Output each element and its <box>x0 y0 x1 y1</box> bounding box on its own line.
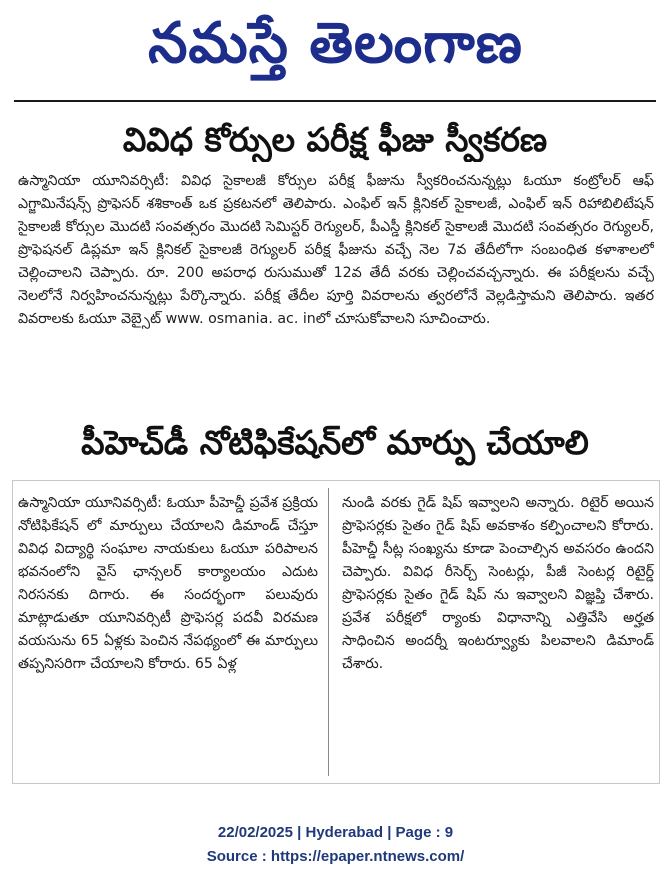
masthead <box>0 4 671 84</box>
article2-column-right: నుండి వరకు గైడ్ షిప్ ఇవ్వాలని అన్నారు. రిటైర్ అయిన ప్రొఫెసర్లకు సైతం గైడ్ షిప్ అవకాశం కల్పించాలని కోరారు. పీహెచ్డీ సీట్ల సంఖ్యను కూడా పెంచాల్సిన అవసరం ఉందని చెప్పారు. వివిధ రీసెర్చ్ సెంటర్లు, పీజీ సెంటర్ల రిటైర్డ్ ప్రొఫెసర్లకు సైతం గైడ్ షిప్ ను ఇవ్వాలని విజ్ఞప్తి చేశారు. ప్రవేశ పరీక్షలో ర్యాంకు విధానాన్ని ఎత్తివేసి అర్హత సాధించిన అందర్నీ ఇంటర్వ్యూకు పిలవాలని డిమాండ్ చేశారు. <box>342 495 654 672</box>
article2-headline: పీహెచ్‌డీ నోటిఫికేషన్‌లో మార్పు చేయాలి <box>81 423 589 462</box>
column-divider <box>328 488 329 776</box>
article1-headline: వివిధ కోర్సుల పరీక్ష ఫీజు స్వీకరణ <box>122 120 548 159</box>
footer-source: Source : https://epaper.ntnews.com/ <box>206 848 465 865</box>
masthead-divider <box>14 100 656 102</box>
footer-dateline: 22/02/2025 | Hyderabad | Page : 9 <box>217 824 454 841</box>
article1-body: ఉస్మానియా యూనివర్సిటీ: వివిధ సైకాలజీ కోర్సుల పరీక్ష ఫీజును స్వీకరించనున్నట్లు ఓయూ కంట్రోలర్ ఆఫ్ ఎగ్జామినేషన్స్ ప్రొఫెసర్ శశికాంత్ ఒక ప్రకటనలో తెలిపారు. ఎంఫిల్ ఇన్ క్లినికల్ సైకాలజీ, ఎంఫిల్ ఇన్ రిహాబిలిటేషన్ సైకాలజీ కోర్సుల మొదటి సంవత్సరం మొదటి సెమిస్టర్ రెగ్యులర్, పీఎస్డీ క్లినికల్ సైకాలజీ మొదటి సంవత్సరం రెగ్యులర్, ప్రొఫెషనల్ డిప్లమా ఇన్ క్లినికల్ సైకాలజీ రెగ్యులర్ పరీక్ష ఫీజును వచ్చే నెల 7వ తేదీలోగా సంబంధిత కళాశాలలో చెల్లించాలని చెప్పారు. రూ. 200 అపరాధ రుసుముతో 12వ తేదీ వరకు చెల్లించవచ్చన్నారు. ఈ పరీక్షలను వచ్చే నెలలోనే నిర్వహించనున్నట్లు పేర్కొన్నారు. పరీక్ష తేదీల పూర్తి వివరాలను త్వరలోనే వెల్లడిస్తామని తెలిపారు. ఇతర వివరాలకు ఓయూ వెబ్సైట్ www. osmania. ac. inలో చూసుకోవాలని సూచించారు. <box>18 173 654 327</box>
newspaper-logo-title: నమస్తే తెలంగాణ <box>148 11 523 76</box>
article2-column-left: ఉస్మానియా యూనివర్సిటీ: ఓయూ పీహెచ్డీ ప్రవేశ ప్రక్రియ నోటిఫికేషన్ లో మార్పులు చేయాలని డిమాండ్ చేస్తూ వివిధ విద్యార్థి సంఘాల నాయకులు ఓయూ పరిపాలన భవనంలోని వైస్ ఛాన్సలర్ కార్యాలయం ఎదుట నిరసనకు దిగారు. ఈ సందర్భంగా పలువురు మాట్లాడుతూ యూనివర్సిటీ ప్రొఫెసర్ల పదవీ విరమణ వయసును 65 ఏళ్లకు పెంచిన నేపథ్యంలో ఈ మార్పులు తప్పనిసరిగా చేయాలని కోరారు. 65 ఏళ్ల <box>18 495 318 672</box>
